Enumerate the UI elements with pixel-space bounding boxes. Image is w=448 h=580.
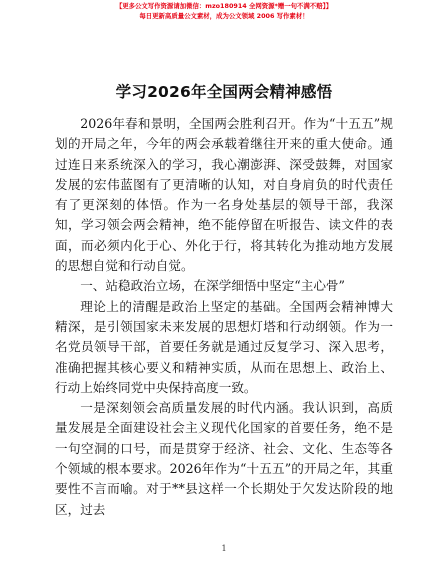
document-title: 学习2026年全国两会精神感悟 xyxy=(115,83,333,101)
promo-banner xyxy=(0,2,448,21)
paragraph-intro: 2026年春和景明，全国两会胜利召开。作为“十五五”规划的开局之年，今年的两会承载着继往开来的重大使命。通过连日来系统深入的学习，我心潮澎湃、深受鼓舞，对国家发展的宏伟蓝图有了更清晰的认知，对自身肩负的时代责任有了更深刻的体悟。作为一名身处基层的领导干部，我深知，学习领会两会精神，绝不能停留在听报告、读文件的表面，而必须内化于心、外化于行，将其转化为推动地方发展的思想自觉和行动自觉。 xyxy=(55,116,393,274)
document-body xyxy=(55,114,393,520)
paragraph-section-1: 理论上的清醒是政治上坚定的基础。全国两会精神博大精深，是引领国家未来发展的思想灯塔和行动纲领。作为一名党员领导干部，首要任务就是通过反复学习、深入思考，准确把握其核心要义和精神实质，从而在思想上、政治上、行动上始终同党中央保持高度一致。 xyxy=(55,298,393,395)
paragraph-section-2: 一是深刻领会高质量发展的时代内涵。我认识到，高质量发展是全面建设社会主义现代化国家的首要任务，绝不是一句空洞的口号，而是贯穿于经济、社会、文化、生态等各个领域的根本要求。2026年作为“十五五”的开局之年，其重要性不言而喻。对于**县这样一个长期处于欠发达阶段的地区，过去 xyxy=(55,400,393,517)
page-number: 1 xyxy=(221,544,227,553)
section-heading: 一、站稳政治立场，在深学细悟中坚定“主心骨” xyxy=(80,278,345,294)
promo-banner-line-2: 每日更新高质量公文素材，成为公文领域 2006 写作素材！ xyxy=(139,11,309,20)
promo-banner-line-1: 【更多公文写作资源请加微信：mzo180914 全网资源*赠一句不满不赔】】 xyxy=(115,2,333,10)
